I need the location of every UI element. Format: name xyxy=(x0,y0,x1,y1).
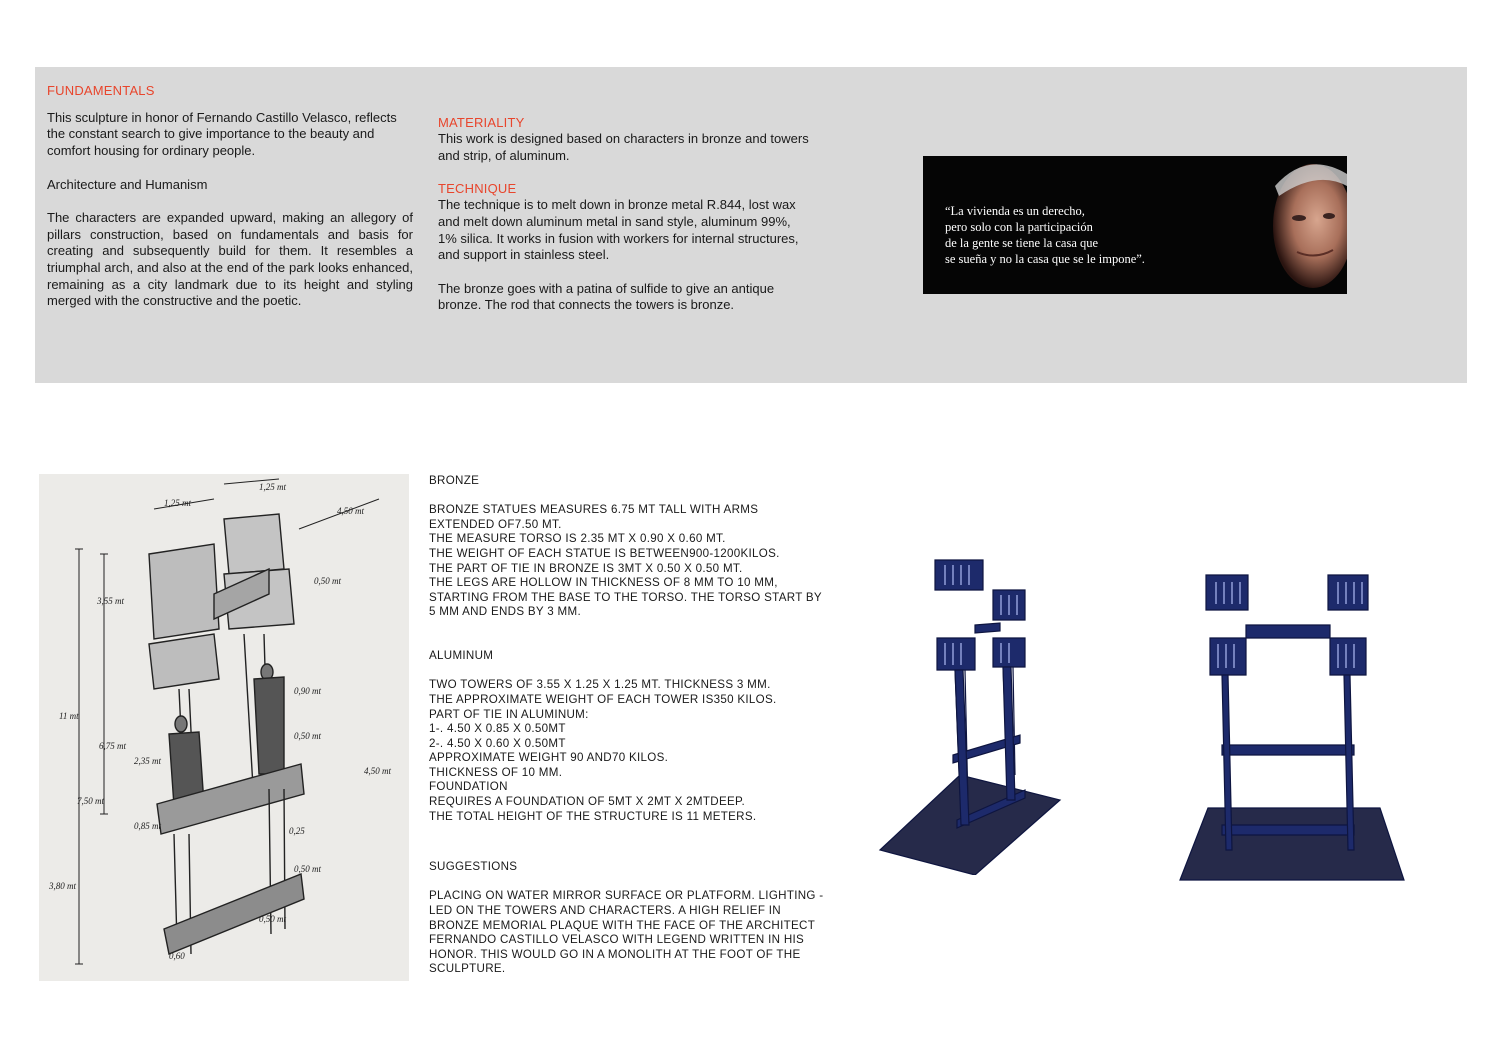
fundamentals-para-1: This sculpture in honor of Fernando Castillo Velasco, reflects the constant search to give importance to the beauty and comfort housing for ordinary people. xyxy=(47,109,397,159)
sculpture-photo-frontal xyxy=(1178,570,1408,882)
sketch-label: 1,25 mt xyxy=(259,482,286,492)
sketch-label: 6,75 mt xyxy=(99,741,126,751)
suggestions-text: PLACING ON WATER MIRROR SURFACE OR PLATFORM. LIGHTING - LED ON THE TOWERS AND CHARACTERS. A HIGH RELIEF IN BRONZE MEMORIAL PLAQUE WITH THE FACE OF THE ARCHITECT FERNANDO CASTILLO VELASCO WITH LEGEND WRITTEN IN HIS HONOR. THIS WOULD GO IN A MONOLITH AT THE FOOT OF THE SCULPTURE. xyxy=(429,889,824,976)
aluminum-heading: ALUMINUM xyxy=(429,649,494,663)
fundamentals-para-2: Architecture and Humanism xyxy=(47,176,208,192)
sketch-label: 7,50 mt xyxy=(77,796,104,806)
sketch-label: 3,80 mt xyxy=(49,881,76,891)
sketch-label: 4,50 mt xyxy=(337,506,364,516)
sketch-label: 0,60 xyxy=(169,951,185,961)
sculpture-photo-angled xyxy=(875,545,1065,875)
sketch-label: 0,25 xyxy=(289,826,305,836)
suggestions-heading: SUGGESTIONS xyxy=(429,860,518,874)
fundamentals-section xyxy=(47,83,413,327)
bronze-heading: BRONZE xyxy=(429,474,480,487)
materiality-text: This work is designed based on characters in bronze and towers and strip, of aluminum. xyxy=(438,131,809,163)
sketch-label: 1,25 mt xyxy=(164,498,191,508)
sketch-label: 4,50 mt xyxy=(364,766,391,776)
aluminum-text: TWO TOWERS OF 3.55 X 1.25 X 1.25 MT. THICKNESS 3 MM. THE APPROXIMATE WEIGHT OF EACH TOWER IS350 KILOS. PART OF TIE IN ALUMINUM: 1-. 4.50 X 0.85 X 0.50MT 2-. 4.50 X 0.60 X 0.50MT APPROXIMATE WEIGHT 90 AND70 KILOS. THICKNESS OF 10 MM. FOUNDATION REQUIRES A FOUNDATION OF 5MT X 2MT X 2MTDEEP. THE TOTAL HEIGHT OF THE STRUCTURE IS 11 METERS. xyxy=(429,678,777,823)
materiality-heading: MATERIALITY xyxy=(438,115,525,130)
fundamentals-heading: FUNDAMENTALS xyxy=(47,83,155,98)
sketch-label: 3,55 mt xyxy=(97,596,124,606)
sketch-label: 11 mt xyxy=(59,711,79,721)
portrait-image xyxy=(1257,156,1347,294)
sketch-label: 0,50 mt xyxy=(294,864,321,874)
sketch-label: 0,50 mt xyxy=(259,914,286,924)
quote-line: de la gente se tiene la casa que xyxy=(945,236,1099,250)
quote-line: pero solo con la participación xyxy=(945,220,1093,234)
sketch-label: 2,35 mt xyxy=(134,756,161,766)
sketch-label: 0,90 mt xyxy=(294,686,321,696)
quote-line: “La vivienda es un derecho, xyxy=(945,204,1085,218)
quote-banner xyxy=(923,156,1347,294)
technique-heading: TECHNIQUE xyxy=(438,181,517,197)
quote-text xyxy=(945,203,1145,267)
fundamentals-para-3: The characters are expanded upward, making an allegory of pillars construction, based on fundamentals and basis for creating and subsequently build for them. It resembles a triumphal arch, and also at the end of the park looks enhanced, remaining as a city landmark due to its height and styling merged with the constructive and the poetic. xyxy=(47,209,413,309)
sketch-drawing xyxy=(39,474,409,981)
materiality-technique-section xyxy=(438,115,810,331)
bronze-text: BRONZE STATUES MEASURES 6.75 MT TALL WITH ARMS EXTENDED OF7.50 MT. THE MEASURE TORSO IS 2.35 MT X 0.90 X 0.60 MT. THE WEIGHT OF EACH STATUE IS BETWEEN900-1200KILOS. THE PART OF TIE IN BRONZE IS 3MT X 0.50 X 0.50 MT. THE LEGS ARE HOLLOW IN THICKNESS OF 8 MM TO 10 MM, STARTING FROM THE BASE TO THE TORSO. THE TORSO START BY 5 MM AND ENDS BY 3 MM. xyxy=(429,503,822,619)
specifications-section xyxy=(429,474,824,977)
technique-para-2: The bronze goes with a patina of sulfide to give an antique bronze. The rod that connects the towers is bronze. xyxy=(438,280,775,313)
quote-line: se sueña y no la casa que se le impone”. xyxy=(945,252,1145,266)
sketch-label: 0,50 mt xyxy=(314,576,341,586)
sketch-label: 0,85 mt xyxy=(134,821,161,831)
sketch-label: 0,50 mt xyxy=(294,731,321,741)
technique-para-1: The technique is to melt down in bronze metal R.844, lost wax and melt down aluminum metal in sand style, aluminum 99%, 1% silica. It works in fusion with workers for internal structures, and support in stainless steel. xyxy=(438,197,799,263)
